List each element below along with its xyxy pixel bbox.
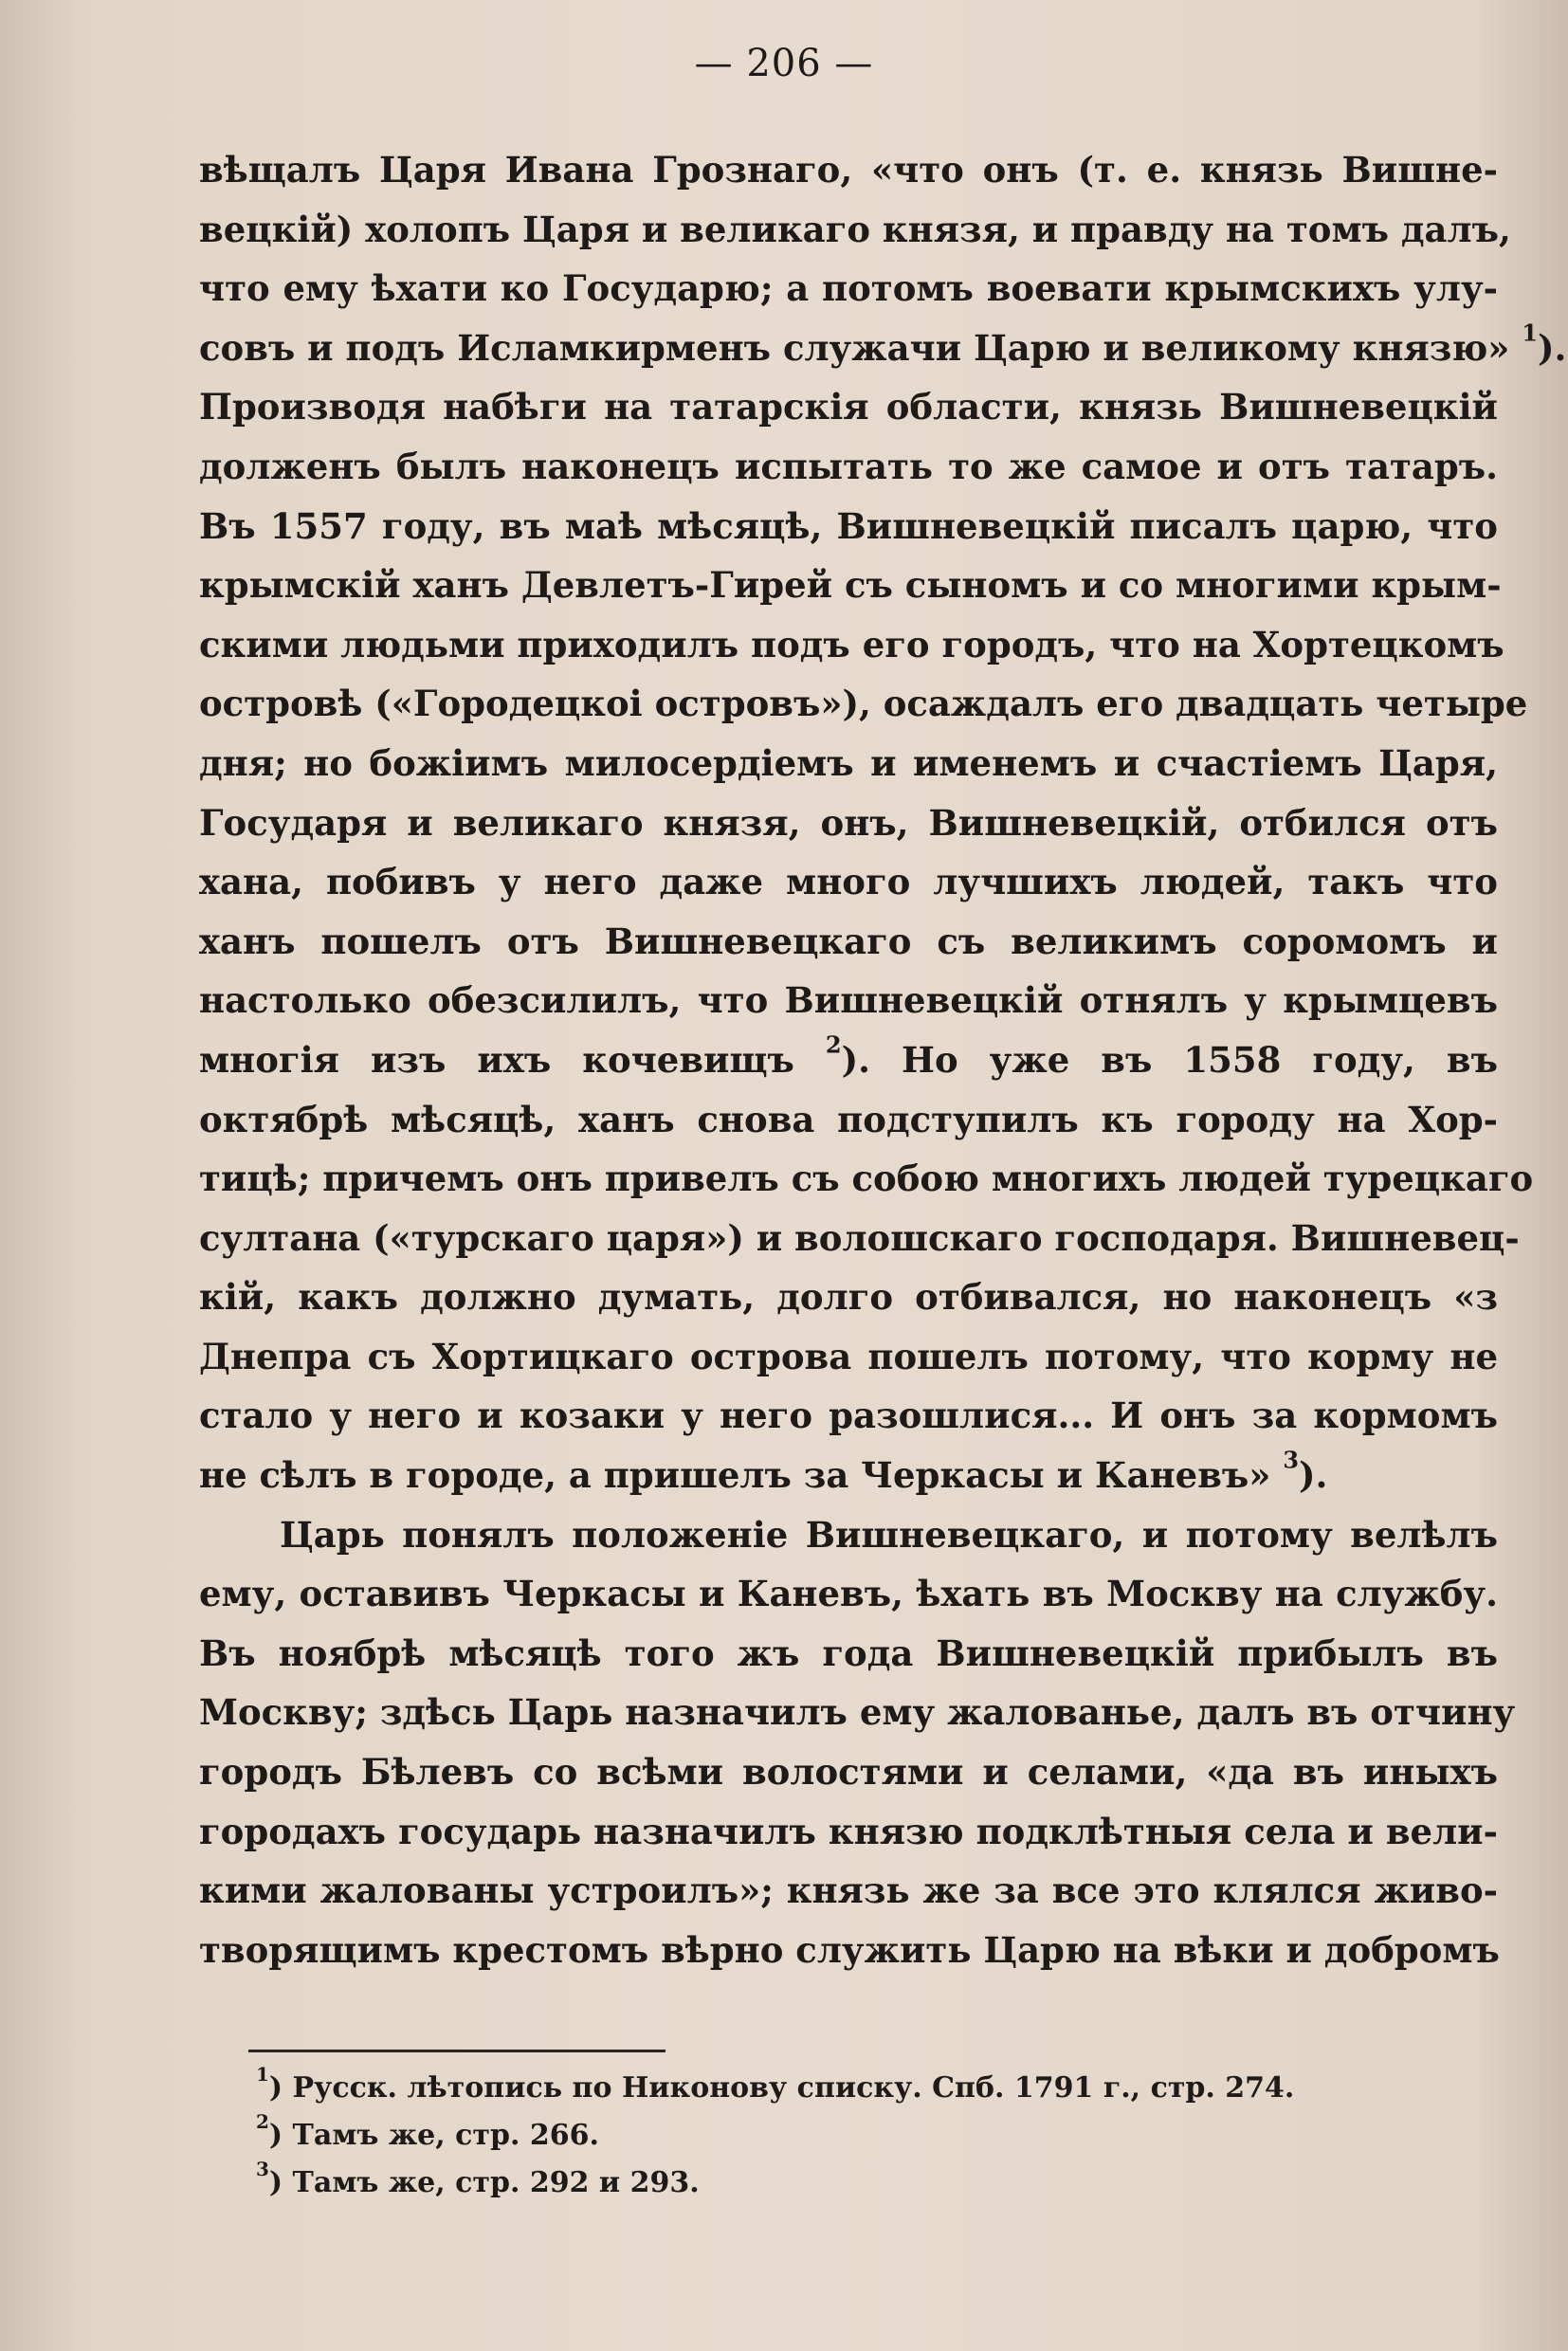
- footnote-marker: 1: [256, 2063, 269, 2086]
- text-line: островѣ («Городецкоі островъ»), осаждалъ его двадцать четыре: [199, 683, 1528, 725]
- text-line: настолько обезсилилъ, что Вишневецкій отнялъ у крымцевъ: [199, 979, 1498, 1022]
- page-number: — 206 —: [694, 42, 874, 85]
- text-line: кій, какъ должно думать, долго отбивался, но наконецъ «з: [199, 1276, 1498, 1319]
- text-line: городахъ государь назначилъ князю подклѣтныя села и вели-: [199, 1810, 1498, 1852]
- footnote-ref: 3: [1283, 1446, 1300, 1474]
- footnote-marker: 2: [256, 2110, 269, 2133]
- text-line: [199, 319, 1567, 378]
- footnote-text: ) Русск. лѣтопись по Никонову списку. Спб. 1791 г., стр. 274.: [268, 2071, 1295, 2105]
- text-line: ему, оставивъ Черкасы и Каневъ, ѣхать въ Москву на службу.: [199, 1573, 1498, 1615]
- text-line: дня; но божіимъ милосердіемъ и именемъ и счастіемъ Царя,: [199, 741, 1498, 784]
- text-line: что ему ѣхати ко Государю; а потомъ воевати крымскихъ улу-: [199, 267, 1498, 310]
- footnote: [256, 2065, 1441, 2112]
- body-text: [199, 140, 1567, 1979]
- footnote-text: ) Тамъ же, стр. 292 и 293.: [268, 2166, 700, 2199]
- text-line-content: не сѣлъ в городе, а пришелъ за Черкасы и Каневъ»: [199, 1454, 1271, 1497]
- footnote-divider: [248, 2050, 665, 2052]
- text-line: стало у него и козаки у него разошлися... И онъ за кормомъ: [199, 1394, 1498, 1437]
- text-line: султана («турскаго царя») и волошскаго господаря. Вишневец-: [199, 1216, 1520, 1259]
- text-line: октябрѣ мѣсяцѣ, ханъ снова подступилъ къ городу на Хор-: [199, 1098, 1498, 1140]
- text-line: городъ Бѣлевъ со всѣми волостями и селами, «да въ иныхъ: [199, 1751, 1498, 1794]
- footnotes: [256, 2065, 1441, 2207]
- text-line: скими людьми приходилъ подъ его городъ, что на Хортецкомъ: [199, 623, 1504, 665]
- footnote: [256, 2160, 1441, 2207]
- footnote-ref: 2: [825, 1030, 842, 1059]
- text-line-content: совъ и подъ Исламкирменъ служачи Царю и великому князю»: [199, 326, 1510, 369]
- text-line: [199, 1030, 1498, 1090]
- footnote-marker: 3: [256, 2158, 269, 2180]
- text-line-content: многія изъ ихъ кочевищъ: [199, 1038, 794, 1081]
- text-line: Производя набѣги на татарскія области, князь Вишневецкій: [199, 386, 1498, 428]
- text-line: Москву; здѣсь Царь назначилъ ему жалованье, далъ въ отчину: [199, 1691, 1516, 1734]
- text-line: [199, 1446, 1498, 1505]
- text-line: кими жалованы устроилъ»; князь же за все это клялся живо-: [199, 1869, 1498, 1912]
- footnote-ref-close: ).: [1538, 326, 1567, 369]
- footnote-ref-close: ).: [1299, 1454, 1328, 1497]
- footnote: [256, 2112, 1441, 2160]
- text-line: Днепра съ Хортицкаго острова пошелъ потому, что корму не: [199, 1335, 1498, 1377]
- text-line: Царь понялъ положеніе Вишневецкаго, и потому велѣлъ: [280, 1513, 1498, 1556]
- text-line: вѣщалъ Царя Ивана Грознаго, «что онъ (т. е. князь Вишне-: [199, 149, 1498, 191]
- text-line: творящимъ крестомъ вѣрно служить Царю на вѣки и добромъ: [199, 1928, 1500, 1971]
- text-line: ханъ пошелъ отъ Вишневецкаго съ великимъ соромомъ и: [199, 920, 1498, 962]
- text-line: Въ 1557 году, въ маѣ мѣсяцѣ, Вишневецкій писалъ царю, что: [199, 504, 1498, 547]
- text-line: хана, побивъ у него даже много лучшихъ людей, такъ что: [199, 861, 1498, 903]
- text-line: тицѣ; причемъ онъ привелъ съ собою многихъ людей турецкаго: [199, 1157, 1534, 1200]
- text-line-continuation: ). Но уже въ 1558 году, въ: [841, 1038, 1498, 1081]
- text-line: крымскій ханъ Девлетъ-Гирей съ сыномъ и со многими крым-: [199, 564, 1502, 607]
- text-line: Государя и великаго князя, онъ, Вишневецкій, отбился отъ: [199, 801, 1498, 844]
- text-line: долженъ былъ наконецъ испытать то же самое и отъ татаръ.: [199, 445, 1498, 487]
- footnote-ref: 1: [1522, 319, 1539, 347]
- text-line: вецкій) холопъ Царя и великаго князя, и правду на томъ далъ,: [199, 208, 1511, 250]
- footnote-text: ) Тамъ же, стр. 266.: [268, 2119, 599, 2152]
- text-line: Въ ноябрѣ мѣсяцѣ того жъ года Вишневецкій прибылъ въ: [199, 1631, 1498, 1674]
